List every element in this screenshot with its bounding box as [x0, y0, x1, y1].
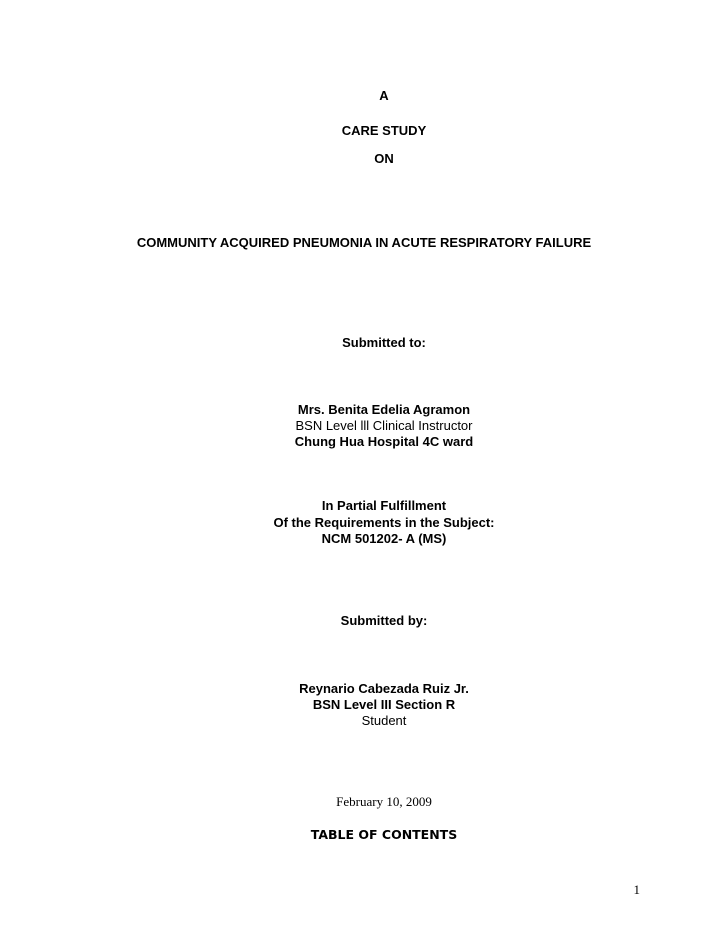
fulfillment-line-1: In Partial Fulfillment [321, 498, 447, 513]
submitted-to-heading: Submitted to: [342, 335, 426, 350]
study-subject-title: COMMUNITY ACQUIRED PNEUMONIA IN ACUTE RESPIRATORY FAILURE [136, 235, 592, 250]
submission-date: February 10, 2009 [336, 794, 432, 809]
instructor-position: BSN Level lll Clinical Instructor [295, 418, 473, 433]
title-line-a: A [379, 88, 389, 103]
instructor-ward: Chung Hua Hospital 4C ward [294, 434, 474, 449]
title-line-care-study: CARE STUDY [341, 123, 427, 138]
title-line-on: ON [374, 151, 394, 166]
fulfillment-line-3: NCM 501202- A (MS) [321, 531, 447, 546]
submitted-by-heading: Submitted by: [340, 613, 428, 628]
fulfillment-line-2: Of the Requirements in the Subject: [273, 515, 495, 530]
instructor-name: Mrs. Benita Edelia Agramon [297, 402, 471, 417]
table-of-contents-heading: TABLE OF CONTENTS [310, 827, 458, 842]
page-number: 1 [633, 882, 640, 897]
student-name: Reynario Cabezada Ruiz Jr. [299, 681, 469, 696]
student-section: BSN Level III Section R [312, 697, 456, 712]
student-role: Student [361, 713, 407, 728]
